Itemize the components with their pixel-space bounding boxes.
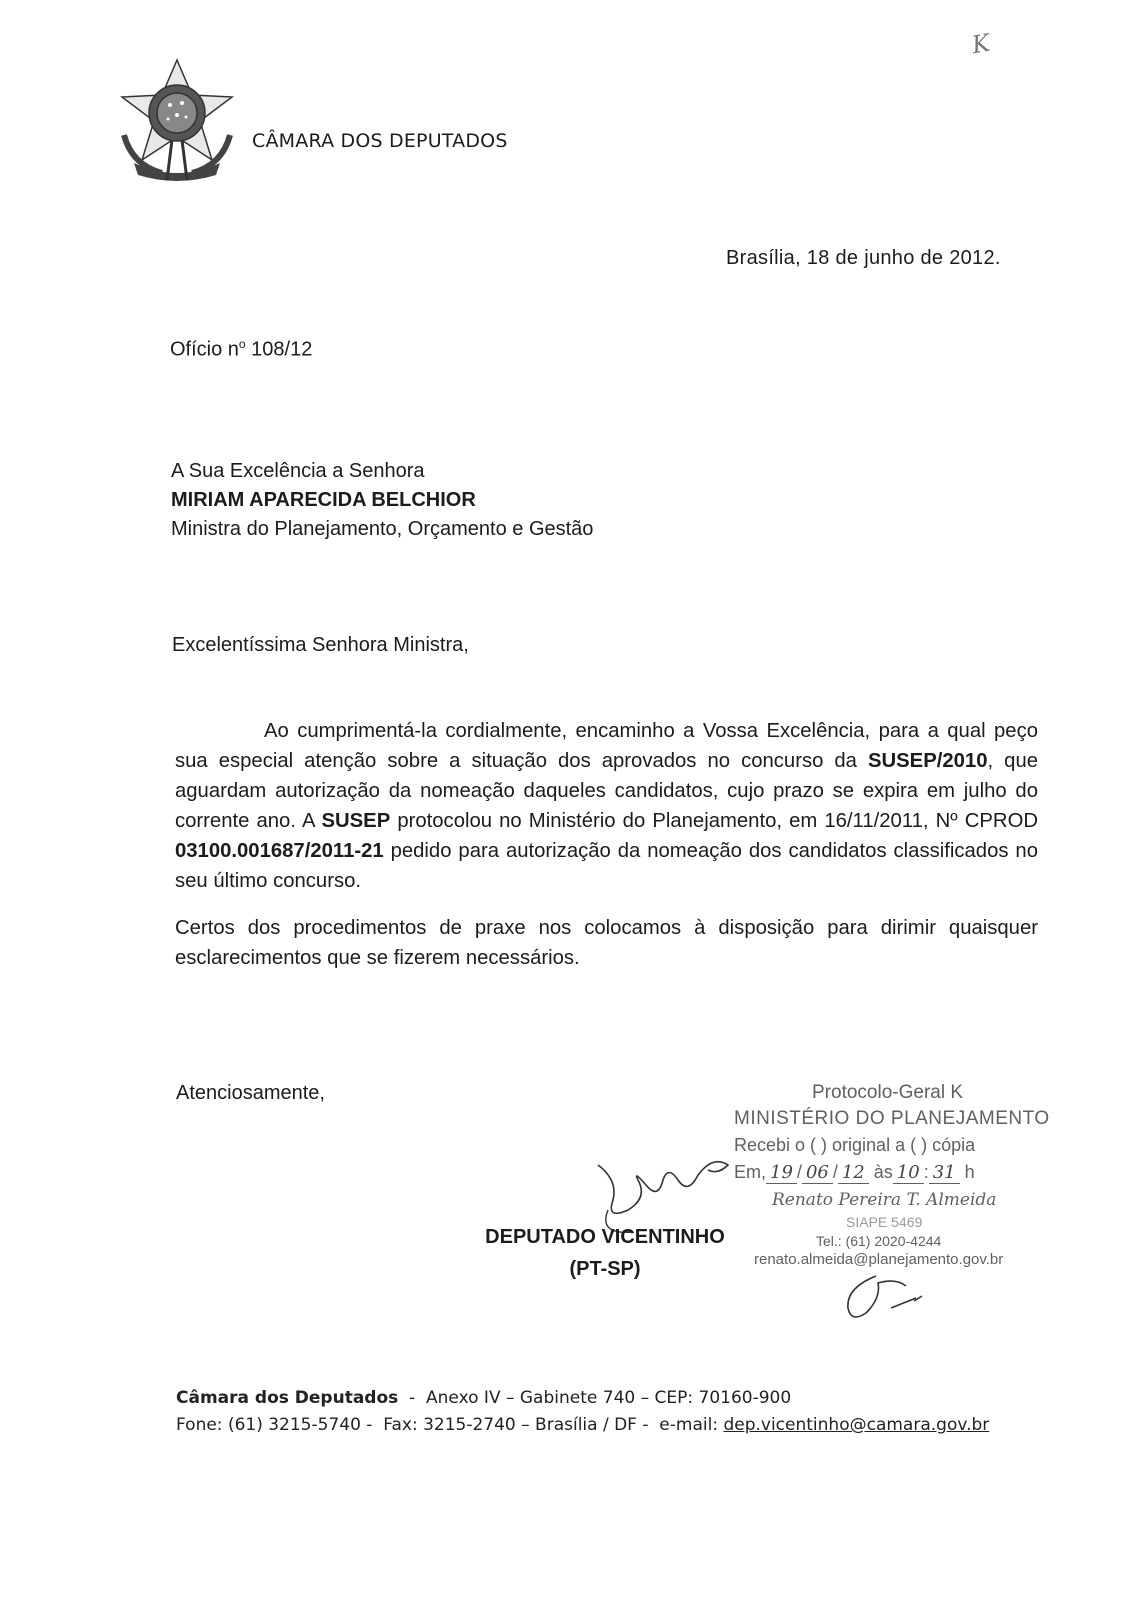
stamp-clerk: Renato Pereira T. Almeida [772,1190,997,1210]
stamp-em: Em, [734,1162,767,1182]
office-number-value: 108/12 [245,338,313,361]
stamp-h: h [964,1162,975,1182]
office-sup: o [238,337,246,351]
office-number [170,337,312,362]
stamp-day: 19 [766,1162,797,1184]
salutation: Excelentíssima Senhora Ministra, [172,634,469,656]
stamp-date-line: Em, 19 / 06 / 12 às 10 : 31 h [734,1162,975,1183]
footer-contact: Fone: (61) 3215-5740 - Fax: 3215-2740 – Brasília / DF - e-mail: [176,1415,724,1435]
p1-text-3: protocolou no Ministério do Planejamento, em 16/11/2011, Nº CPROD [390,810,1038,832]
corner-handwritten-mark: K [969,28,993,60]
stamp-siape: SIAPE 5469 [846,1214,923,1230]
stamp-received-line: Recebi o ( ) original a ( ) cópia [734,1135,976,1155]
recipient-title: Ministra do Planejamento, Orçamento e Gestão [171,518,594,540]
p1-bold-susep: SUSEP [321,810,391,832]
stamp-month: 06 [802,1162,833,1184]
p1-bold-process: 03100.001687/2011-21 [175,840,384,862]
footer-address: - Anexo IV – Gabinete 740 – CEP: 70160-900 [398,1388,792,1408]
stamp-ministry: MINISTÉRIO DO PLANEJAMENTO [734,1108,1050,1129]
recipient-block [171,457,593,544]
brazil-coat-of-arms-icon [112,55,242,185]
footer-line-1 [176,1385,989,1412]
footer-email-link[interactable]: dep.vicentinho@camara.gov.br [723,1415,990,1435]
stamp-email: renato.almeida@planejamento.gov.br [754,1251,1004,1268]
institution-title: CÂMARA DOS DEPUTADOS [252,130,508,152]
footer-org: Câmara dos Deputados [176,1388,399,1408]
letter-date: Brasília, 18 de junho de 2012. [726,247,1001,269]
stamp-minute: 31 [929,1162,960,1184]
p1-bold-contest: SUSEP/2010 [867,750,988,772]
stamp-year: 12 [838,1162,869,1184]
body-paragraph-2: Certos dos procedimentos de praxe nos colocamos à disposição para dirimir quaisquer esclarecimentos que se fizerem necessários. [175,917,1038,969]
stamp-protocol-label: Protocolo-Geral K [812,1082,964,1103]
p1-text-2: , que aguardam autorização da nomeação daqueles candidatos, cujo prazo se expira em julho do corrente ano. A [175,750,1039,832]
recipient-line: A Sua Excelência a Senhora [171,460,425,482]
signer-name: DEPUTADO VICENTINHO [485,1226,725,1248]
p1-text-1: Ao cumprimentá-la cordialmente, encaminho a Vossa Excelência, para a qual peço sua especial atenção sobre a situação dos aprovados no concurso da [175,720,1038,772]
closing: Atenciosamente, [176,1082,325,1104]
p1-text-4: pedido para autorização da nomeação dos candidatos classificados no seu último concurso. [175,840,1038,892]
footer-line-2 [176,1412,989,1439]
signer-block [440,1221,770,1285]
stamp-initials-scribble [836,1268,926,1328]
footer [176,1385,989,1439]
stamp-hour: 10 [893,1162,924,1184]
signer-party: (PT-SP) [569,1258,641,1280]
office-label: Ofício n [170,338,239,361]
recipient-name: MIRIAM APARECIDA BELCHIOR [171,489,476,511]
body-paragraph-1 [175,716,1038,896]
stamp-at: às [873,1162,893,1182]
stamp-tel: Tel.: (61) 2020-4244 [816,1233,942,1249]
letter-body [175,716,1038,973]
